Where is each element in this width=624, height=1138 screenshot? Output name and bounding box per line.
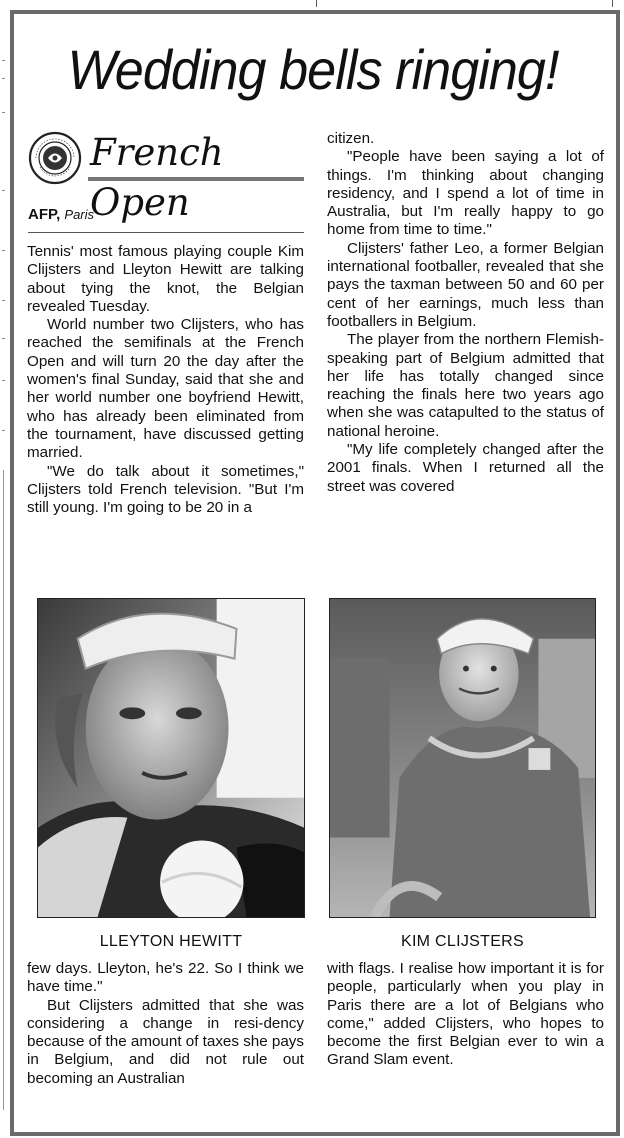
left-column-rule [3,470,4,1110]
article-paragraph: few days. Lleyton, he's 22. So I think we have time." [27,960,304,996]
tennis-player-photo-icon [38,599,304,917]
photo-caption-left: LLEYTON HEWITT [99,933,243,950]
section-title-rule [88,177,304,181]
photo-lleyton-hewitt [37,598,305,918]
article-paragraph: Tennis' most famous playing couple Kim Clijsters and Lleyton Hewitt are talking about tying the knot, the Belgian revealed Tuesday. [27,243,304,315]
article-paragraph: "We do talk about it sometimes," Clijsters told French television. "But I'm still young. I'm going to be 20 in a [27,462,304,517]
roland-garros-seal-icon [28,131,82,185]
photo-caption-right: KIM CLIJSTERS [400,933,525,950]
article-paragraph: citizen. [327,130,375,147]
article-paragraph: The player from the northern Flemish-speaking part of Belgium admitted that her life has totally changed since reaching the finals here two years ago when she was catapulted to the status of national heroine. [327,331,604,440]
byline-dateline: Paris [64,207,95,222]
headline: Wedding bells ringing! [67,38,559,101]
article-paragraph: "My life completely changed after the 2001 finals. When I returned all the street was covered [327,441,604,495]
article-column-2 [327,130,604,562]
article-paragraph: Clijsters' father Leo, a former Belgian international footballer, revealed that she pays the taxman between 50 and 60 per cent of her earnings, much less than footballers in Belgium. [327,239,604,330]
byline-rule [28,232,304,233]
tennis-player-photo-icon [330,599,595,917]
article-column-1 [27,243,304,561]
left-margin-marks [0,0,9,1138]
article-paragraph: "People have been saying a lot of things. I'm thinking about changing residency, and I spend a lot of time in Australia, but I'm really happy to go home from time to time." [327,148,604,239]
page-tick-mark [316,0,317,7]
article-paragraph: with flags. I realise how important it is for people, particularly when you play in Paris there are a lot of Belgians who come," added Clijsters, who hopes to become the first Belgian ever to win a Grand Slam event. [327,960,604,1069]
article-column-4 [327,960,604,1120]
section-title: French Open [90,131,224,224]
photo-kim-clijsters [329,598,596,918]
article-paragraph: World number two Clijsters, who has reached the semifinals at the French Open and will turn 20 the day after the women's final Sunday, said that she and her world number one boyfriend Hewitt, who has already been eliminated from the tournament, have discussed getting married. [27,316,304,462]
byline-agency: AFP, [28,206,61,223]
page-tick-mark [612,0,613,7]
byline [28,206,94,224]
article-column-3 [27,960,304,1120]
article-paragraph: But Clijsters admitted that she was considering a change in resi-dency because of the amount of taxes she pays in Belgium, and did not rule out becoming an Australian [27,996,304,1087]
